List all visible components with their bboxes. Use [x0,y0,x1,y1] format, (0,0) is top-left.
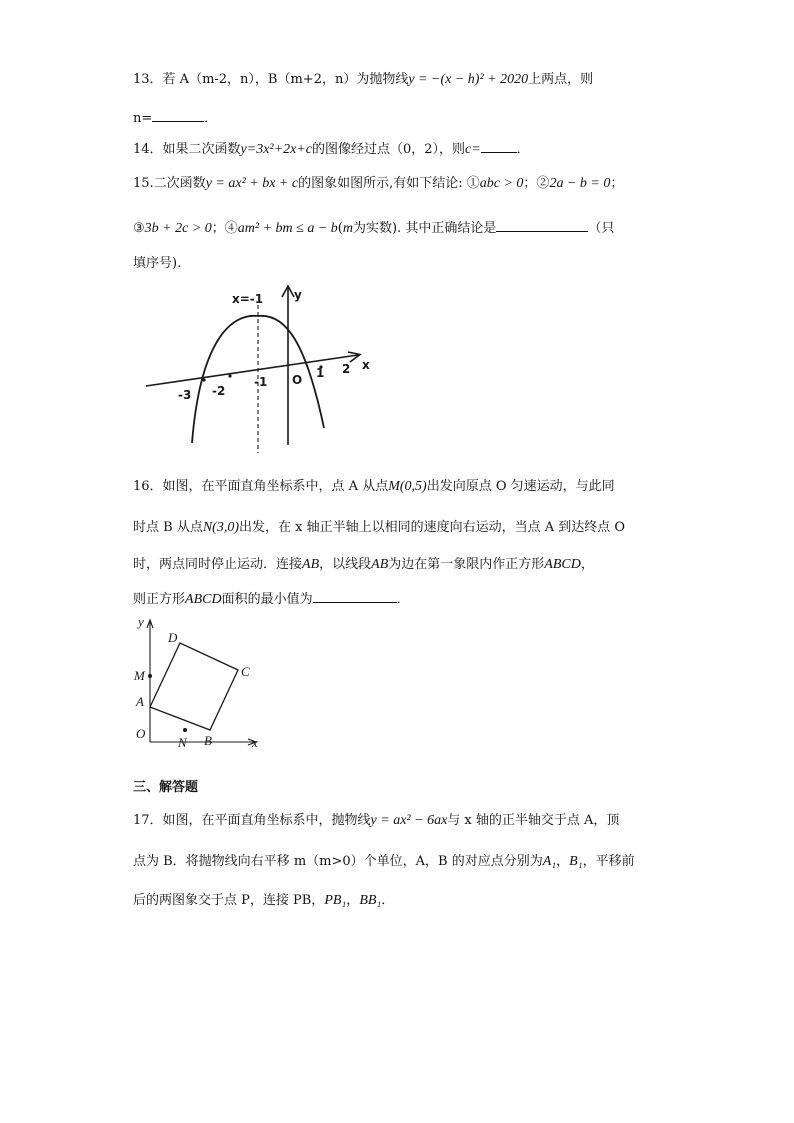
q14-text-b: 的图像经过点（0，2），则 [311,142,465,157]
d-label: D [168,630,178,645]
q14-text-a: 14．如果二次函数 [133,142,241,157]
q16-text-3d: ， [580,557,594,572]
q16-ab-1: AB [302,557,320,572]
q17-b1: B₁ [569,854,583,869]
q14-formula: y=3x²+2x+c [240,142,312,157]
q17-formula: y = ax² − 6ax [370,813,448,828]
q16-text-4a: 则正方形 [133,592,186,607]
o-label: O [136,726,146,741]
x-label: x [252,735,258,750]
q15-line-2 [133,217,614,239]
q17-line-1 [133,811,619,831]
q15-text-j: （只 [588,221,615,236]
q16-abcd-2: ABCD [185,592,222,607]
q15-formula: y = ax² + bx + c [205,176,299,191]
q17-text-1b: 与 x 轴的正半轴交于点 A，顶 [447,813,620,828]
q16-line-4 [133,588,410,610]
n-label: N [178,735,187,750]
b-label: B [204,733,212,748]
m-label: M [134,668,145,683]
q13-line-1 [133,70,593,90]
q16-text-1b: 出发向原点 O 匀速运动，与此同 [426,479,615,494]
q15-text-k: 填序号). [133,256,182,271]
q15-text-b: 的图象如图所示,有如下结论: ① [298,176,480,191]
q16-text-2b: 出发，在 x 轴正半轴上以相同的速度向右运动，当点 A 到达终点 O [239,520,626,535]
q15-line-1 [133,174,623,194]
q15-text-i: 为实数). 其中正确结论是 [352,221,497,236]
q16-point-n: N(3,0) [202,520,239,535]
q13-line-2: n= ． [133,107,217,129]
q15-sep-1: ；② [523,176,550,191]
q14-answer-blank[interactable] [481,138,517,153]
section-heading: 三、解答题 [133,780,199,795]
tick-label-neg2: -2 [212,384,226,398]
q13-text-b: 上两点，则 [528,72,594,87]
q15-circle-3: ③ [133,221,145,236]
q17-pb1: PB₁ [324,893,347,908]
q16-text-3b: ，以线段 [319,557,372,572]
q15-sep-2: ； [610,176,624,191]
q15-m-var: m [342,221,353,236]
y-label: y [138,614,144,629]
q16-line-2 [133,518,625,538]
x-axis-label: x [362,358,370,372]
q17-text-3b: ， [346,893,360,908]
tick-label-1: 1 [316,366,325,380]
q17-a1: A₁ [542,854,557,869]
q15-cond-1: abc > 0 [479,176,524,191]
square-abcd [150,643,238,730]
a-label: A [136,694,144,709]
q16-text-3c: 为边在第一象限内作正方形 [388,557,545,572]
symmetry-label: x=-1 [232,292,264,306]
q16-text-3a: 时，两点同时停止运动．连接 [133,557,303,572]
q16-point-m: M(0,5) [388,479,427,494]
q17-text-2c: ，平移前 [582,854,635,869]
q16-abcd-1: ABCD [544,557,581,572]
q15-answer-blank[interactable] [496,217,588,232]
q13-text-a: 13．若 A（m-2，n），B（m+2，n）为抛物线 [133,72,409,87]
q17-line-3 [133,891,394,911]
q15-cond-4: am² + bm ≤ a − b [237,221,338,236]
q16-text-4c: ． [396,592,410,607]
q16-ab-2: AB [371,557,389,572]
point-m-dot [148,674,152,678]
q17-text-2b: ， [556,854,570,869]
q16-answer-blank[interactable] [313,588,397,603]
q15-sep-3: ；④ [211,221,238,236]
y-axis-label: y [294,288,302,302]
c-label: C [241,664,250,679]
q16-square-figure [128,612,273,752]
q16-text-4b: 面积的最小值为 [221,592,313,607]
q17-text-1a: 17．如图，在平面直角坐标系中，抛物线 [133,813,371,828]
q15-paren: ( [337,221,343,236]
q13-formula: y = −(x − h)² + 2020 [408,72,529,87]
q16-line-1 [133,477,615,497]
point-n-dot [183,728,187,732]
q14-line [133,138,530,160]
tick-label-2: 2 [342,362,351,376]
q14-c-label: c= [465,142,481,157]
x-axis [146,355,358,386]
q16-text-1a: 16．如图，在平面直角坐标系中，点 A 从点 [133,479,389,494]
tick-label-neg3: -3 [178,388,192,402]
q15-parabola-graph [140,283,380,461]
origin-label: O [292,373,303,387]
q14-text-c: ． [516,142,530,157]
q17-text-3c: ． [381,893,395,908]
q17-bb1: BB₁ [359,893,382,908]
q15-text-a: 15.二次函数 [133,176,206,191]
q17-line-2 [133,852,635,872]
q17-text-2a: 点为 B．将抛物线向右平移 m（m>0）个单位，A，B 的对应点分别为 [133,854,543,869]
q17-text-3a: 后的两图象交于点 P，连接 PB， [133,893,325,908]
tick-label-neg1: -1 [254,375,268,389]
q15-line-3 [133,254,181,274]
q13-answer-blank[interactable] [152,107,204,122]
q15-cond-2: 2a − b = 0 [549,176,611,191]
q16-text-2a: 时点 B 从点 [133,520,203,535]
q13-n-label: n= [133,111,153,126]
q15-cond-3: 3b + 2c > 0 [144,221,212,236]
q16-line-3 [133,555,594,575]
